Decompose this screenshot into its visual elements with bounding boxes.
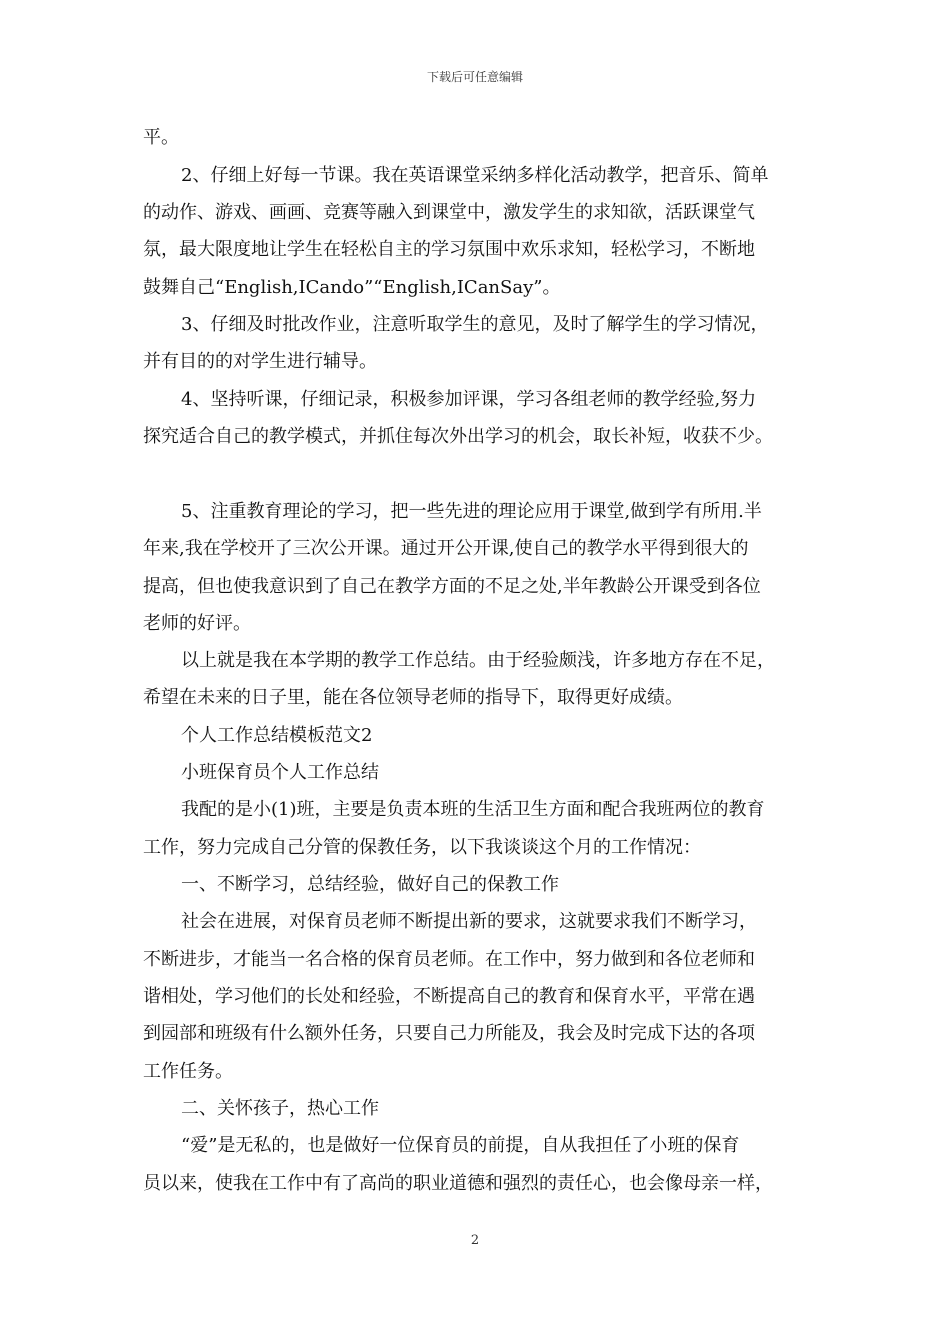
text-line: “爱”是无私的，也是做好一位保育员的前提，自从我担任了小班的保育 [181,1135,740,1156]
page-header: 下载后可任意编辑 [426,70,523,84]
text-line: 我配的是小(1)班，主要是负责本班的生活卫生方面和配合我班两位的教育 [181,799,765,820]
text-line: 到园部和班级有什么额外任务，只要自己力所能及，我会及时完成下达的各项 [143,1023,755,1044]
text-line: 以上就是我在本学期的教学工作总结。由于经验颇浅，许多地方存在不足， [181,650,775,671]
page-number: 2 [470,1233,480,1248]
text-line: 工作，努力完成自己分管的保教任务，以下我谈谈这个月的工作情况： [143,837,701,858]
text-line: 工作任务。 [143,1061,233,1082]
text-line: 2、仔细上好每一节课。我在英语课堂采纳多样化活动教学，把音乐、简单 [181,165,769,186]
text-line: 4、坚持听课，仔细记录，积极参加评课，学习各组老师的教学经验,努力 [181,389,757,410]
text-line: 谐相处，学习他们的长处和经验，不断提高自己的教育和保育水平，平常在遇 [143,986,755,1007]
text-line: 老师的好评。 [143,613,251,634]
section-title: 个人工作总结模板范文2 [181,725,373,746]
text-line: 平。 [143,127,179,148]
section-heading: 一、不断学习，总结经验，做好自己的保教工作 [181,874,559,895]
text-line: 并有目的的对学生进行辅导。 [143,351,377,372]
text-line: 探究适合自己的教学模式，并抓住每次外出学习的机会，取长补短，收获不少。 [143,426,773,447]
text-line: 员以来，使我在工作中有了高尚的职业道德和强烈的责任心，也会像母亲一样， [143,1173,773,1194]
text-line: 的动作、游戏、画画、竞赛等融入到课堂中，激发学生的求知欲，活跃课堂气 [143,202,755,223]
text-line: 年来,我在学校开了三次公开课。通过开公开课,使自己的教学水平得到很大的 [143,538,749,559]
text-line: 5、注重教育理论的学习，把一些先进的理论应用于课堂,做到学有所用.半 [181,501,762,522]
section-subtitle: 小班保育员个人工作总结 [181,762,379,783]
text-line: 希望在未来的日子里，能在各位领导老师的指导下，取得更好成绩。 [143,687,683,708]
text-line: 不断进步，才能当一名合格的保育员老师。在工作中，努力做到和各位老师和 [143,949,755,970]
text-line: 提高，但也使我意识到了自己在教学方面的不足之处,半年教龄公开课受到各位 [143,576,761,597]
text-line: 鼓舞自己“English,ICando”“English,ICanSay”。 [143,277,561,298]
text-line: 3、仔细及时批改作业，注意听取学生的意见，及时了解学生的学习情况， [181,314,769,335]
text-line: 社会在进展，对保育员老师不断提出新的要求，这就要求我们不断学习， [181,911,757,932]
section-heading: 二、关怀孩子，热心工作 [181,1098,379,1119]
text-line: 氛，最大限度地让学生在轻松自主的学习氛围中欢乐求知，轻松学习，不断地 [143,239,755,260]
